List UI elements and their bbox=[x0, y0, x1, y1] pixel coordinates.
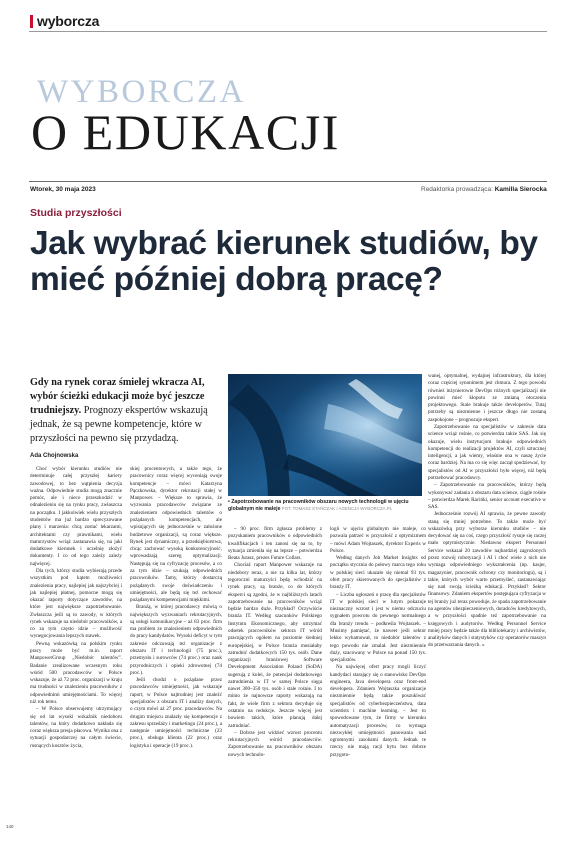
paragraph: Branżą, w której pracodawcy mówią o największych wyzwaniach rekrutacyjnych, są usługi komunikacyjne – aż 83 proc. firm ma problem ze znalezieniem odpowiednich do pracy kandydatów. Wysoki deficyt w tym zakresie odczuwają też organizacje z obszaru IT i technologii (75 proc.), przemysłu i surowców (74 proc.) oraz nauk przyrodniczych i opieki zdrowotnej (74 proc.). bbox=[130, 604, 222, 676]
lead-bold: Gdy na rynek coraz śmielej wkracza AI, wybór ścieżki edukacji może być jeszcze trudniejszy. bbox=[30, 377, 205, 416]
editor-credit bbox=[421, 186, 547, 193]
paragraph: – Dobrze jest widzieć wzrost procentu rekrutacyjnych wśród pracodawców. Zapotrzebowanie na pracowników obszaru nowych technolo- bbox=[228, 729, 322, 758]
photo-credit: FOT. TOMASZ STAŃCZAK / AGENCJA WYBORCZA.PL bbox=[281, 505, 393, 511]
paragraph: Jednocześnie rozwój AI sprawia, że pewne zawody staną się mniej potrzebne. To także może być wskazówką przy wyborze kierunku studiów – nie decydować się na coś, czego przyszłość rysuje się raczej mało optymistycznie. Niedawno ekspert Personnel Service wskazał 20 zawodów najbardziej zagrożonych przez rozwój robotyzacji i AI i choć wiele z nich nie wymaga odpowiedniego wykształcenia (np. kasjer, magazynier, pracownik ochrony czy monitoringu), są i takie, których wybór warto przemyśleć, zastanawiając się nad swoją ścieżką edukacji. Przykład? Sektor finansowy. Zdaniem ekspertów postępująca cyfryzacja w tej branży już teraz powoduje, że spada zapotrzebowanie na agentów ubezpieczeniowych, doradców kredytowych, a w przyszłości spadnie też zapotrzebowanie na księgowych i audytorów. Według Personnel Service mniej pracy będzie także dla bibliotekarzy i archiwistów, analityków danych i statystyków czy operatorów maszyn do przetwarzania danych. » bbox=[428, 511, 546, 649]
article-kicker: Studia przyszłości bbox=[30, 207, 122, 219]
page-number: 140 bbox=[6, 824, 14, 829]
paragraph: skiej procentowych, a także tego, że pracownicy coraz więcej wyceniają swoje kompetencje – mówi Katarzyna Pączkowska, dyrektor rekrutacji stałej w Manpower. – Większe to sprawia, że wyzwania pracodawców związane ze znalezieniem odpowiednich talentów o pożądanych kompetencjach, ale wpisujących się jednocześnie w założone budżetowe organizacji, są coraz większe. Rynek jest dynamiczny, a przedsiębiorstwa, chcąc zachować wysoką konkurencyjność, wprowadzają szereg optymalizacji. Następują się na cyfryzację procesów, a co za tym idzie – szukają odpowiednich pracowników. Tamy, którzy dostarczą pożądanych swoje doświadczeniu i umiejętności, ale będą się też cechować pożądanymi kompetencjami miękkimi. bbox=[130, 466, 222, 604]
paragraph: Pewną wskazówką na polskim rynku pracy może być m.in. raport ManpowerGroup „Niedobór talentów”. Badanie zrealizowane wczesnym roku wśród 500 pracodawców w Polsce wskazuje, że aż 72 proc. organizacji w kraju ma trudności w znalezieniu pracowników z odpowiednimi umiejętnościami. To więcej niż rok temu. bbox=[30, 640, 122, 705]
paragraph: – 90 proc. firm zgłasza problemy z pozyskaniem pracowników o odpowiednich kwalifikacjach i ten zanosi się na to, by sytuacja zmieniła się na lepsze – potwierdza Beata Jurasz, prezes Future Collars. bbox=[228, 526, 322, 562]
brand-accent-bar bbox=[30, 15, 33, 28]
article-photo bbox=[228, 374, 422, 496]
photo-caption bbox=[228, 499, 423, 512]
paragraph: Chociaż raport Manpower wskazuje na niedobory teraz, a nie za kilka lat, którzy tegoroczni maturzyści będą wchodzić na rynek pracy, są branże, co do których eksperci są zgodni, że w najbliższych latach zapotrzebowanie na pracowników wciąż będzie bardzo duże. Przykład? Oczywiście branża IT. Według szacunków Polskiego Instytutu Ekonomicznego, aby utrzymać odsetek pracowników sektora IT wśród pracujących ogółem na poziomie średniej europejskiej, w Polsce branża musiałaby zatrudnić dodatkowych 150 tys. osób. Dane organizacji branżowej Software Development Association Poland (SoDA) sugerują z kolei, że potencjał dodatkowego zatrudnienia w IT w samej Polsce sięga nawet 300–350 tys. osób i stale rośnie. I to mimo że najnowsze raporty wskazują na fakt, że wiele firm z sektora decyduje się ostatnio na redukcje. Jeszcze więcej jest bowiem takich, które planują dalej zatrudniać. bbox=[228, 562, 322, 729]
lead-rest: Prognozy ekspertów wskazują jednak, że są pewne kompetencje, które w przyszłości na pewno się przydadzą. bbox=[30, 404, 208, 444]
paragraph: – W Polsce obserwujemy utrzymujący się od lat wysoki wskaźnik niedoboru talentów, na który dodatkowo nakłada się coraz większa presja płacowa. Wynika ona z sytuacji gospodarczej na całym świecie, rosnących kosztów życia, bbox=[30, 706, 122, 749]
paragraph: – Liczba ogłoszeń o pracę dla specjalistów IT w polskiej sieci w lutym pokazuje nieznaczny wzrost i jest w niemu odczuciu sygnałem powrotu do pewnego normalnego dla branży trendu – podkreśla Wojtaszek. – Musimy pamiętać, że naweet jeśli sektor lekko wyhamował, to niedobór talentów z tego powodu nie zmalał. Jest niezmiennie duży, szacowany w Polsce na ponad 150 tys. specjalistów. bbox=[330, 591, 426, 664]
paragraph: – Zapotrzebowanie na pracowników, którzy będą wykonywać zadania z obszaru data science, ciągle rośnie – potwierdza Marek Racińki, senior account executive w SAS. bbox=[428, 482, 546, 511]
paragraph: logii w ujęciu globalnym nie maleje, co pozwala patrzeć w przyszłość z optymizmem – mówi Adam Wojtaszek, dyrektor Experis w Polsce. bbox=[330, 526, 426, 554]
dateline-divider bbox=[29, 181, 547, 182]
masthead bbox=[30, 13, 99, 29]
body-column-3 bbox=[228, 526, 322, 759]
caption-text: • Zapotrzebowanie na pracowników obszaru nowych technologii w ujęciu globalnym nie maleje bbox=[228, 499, 409, 512]
paragraph: Zapotrzebowanie na specjalistów w zakresie data science wciąż rośnie, co potwierdza także SAS. Jak się okazuje, wielu instytucjom brakuje odpowiednich kompetencji do realizacji projektów AI, czyli sztucznej inteligencji, a jak wiemy, właśnie ona w naszę życie coraz bardziej. Na ma co się więc zaczął spodziewać, by specjalistów od AI w przyszłości było więcej, niż będą potrzebować pracodawcy. bbox=[428, 423, 546, 481]
body-column-5 bbox=[428, 373, 546, 650]
paragraph: wanej, optymalnej, wydajnej infrastruktury, dla której coraz częściej synonimem jest chmura. Z tego powodu również inżynierowie DevOps różnych specjalizacji nie powinni mieć kłopotu ze zmianą otoczenia projektowego. Stale brakuje także developerów. Tutaj potrzeby są niezmienne i jeszcze długo nie zostaną zaspokojone – prognozuje ekspert. bbox=[428, 373, 546, 423]
brand-name[interactable]: wyborcza bbox=[37, 13, 100, 29]
article-headline: Jak wybrać kierunek studiów, by mieć później dobrą pracę? bbox=[30, 225, 538, 298]
photo-icon bbox=[228, 374, 422, 496]
article-lead bbox=[30, 376, 222, 446]
body-column-2 bbox=[130, 466, 222, 750]
author-byline: Ada Chojnowska bbox=[30, 453, 79, 459]
paragraph: Jeśli chodzi o pożądane przez pracodawców umiejętności, jak wskazuje raport, w Polsce najtrudniej jest znaleźć specjalistów z obszaru IT i analizy danych, o czym mówi aż 27 proc. pracodawców. Na drugim miejscu znalazły się kompetencje z zakresu sprzedaży i marketingu (24 proc.), a następnie umiejętności techniczne (23 proc.), obsługa klienta (22 proc.) oraz logistyka i operacje (19 proc.). bbox=[130, 677, 222, 749]
body-column-4 bbox=[330, 526, 426, 759]
paragraph: Dla tych, którzy studia wybierają przede wszystkim pod kątem możliwości znalezienia pracy, najlepiej jak najszybciej i jak najlepiej płatnej, pomocne mogą się okazać raporty dotyczące zawodów, na które jest największe zapotrzebowanie. Zwłaszcza jeśli są to zawody, w których rynek wskazuje na niedobór pracowników, a co za tym często idzie – możliwość wynegocjowania lepszych stawek. bbox=[30, 567, 122, 640]
header-divider bbox=[29, 31, 547, 32]
paragraph: Według danych Job Market Insights od początku stycznia do połowy marca tego roku w polskiej sieci ukazało się niemal 93 tys. ofert pracy skierowanych do specjalistów z branży IT. bbox=[330, 555, 426, 591]
editor-name: Kamilla Sierocka bbox=[494, 186, 547, 193]
dateline bbox=[30, 164, 548, 193]
section-title-line2: O EDUKACJI bbox=[31, 104, 341, 160]
section-title-line1: WYBORCZA bbox=[37, 74, 246, 110]
editor-label: Redaktorka prowadząca: bbox=[421, 186, 493, 193]
paragraph: Choć wybór kierunku studiów nie determinuje całej przyszłej kariery zawodowej, to bez wątpienia decyzja ważna. Odpowiednie studia mogą znacznie pomóc, ale i nieco przeszkodzić w odnalezieniu się na rynku pracy, zwłaszcza na początku. I jakkolwiek wielu przyszłych studentów ma już bardzo sprecyzowane plany i marzenia: chcą zostać lekarzami, architektami czy prawnikami, wielu maturzystów wciąż zastanawia się, na jaki dodatkowe kierunek i uczelnię złożyć dokumenty. I co od tego zależy zależy najwięcej. bbox=[30, 466, 122, 567]
paragraph: Na najwięcej ofert pracy mogli liczyć kandydaci starający się o stanowisko DevOps engineera, Java developera oraz front-end developera. Zdaniem Wojtaszka organizacje niezmiennie będą także poszukiwać specjalistów od cyberbezpieczeństwa, data scientists i machine learning. – Jest to spowodowane tym, że firmy w kierunku automatyzacji procesów, co wymaga niezwykłej umiejętności panowania nad ogromnymi zasobami danych. Jednak te rzeczy nie mają racji bytu bez dobrze przygoto- bbox=[330, 664, 426, 758]
body-column-1 bbox=[30, 466, 122, 750]
issue-date: Wtorek, 30 maja 2023 bbox=[30, 186, 96, 193]
